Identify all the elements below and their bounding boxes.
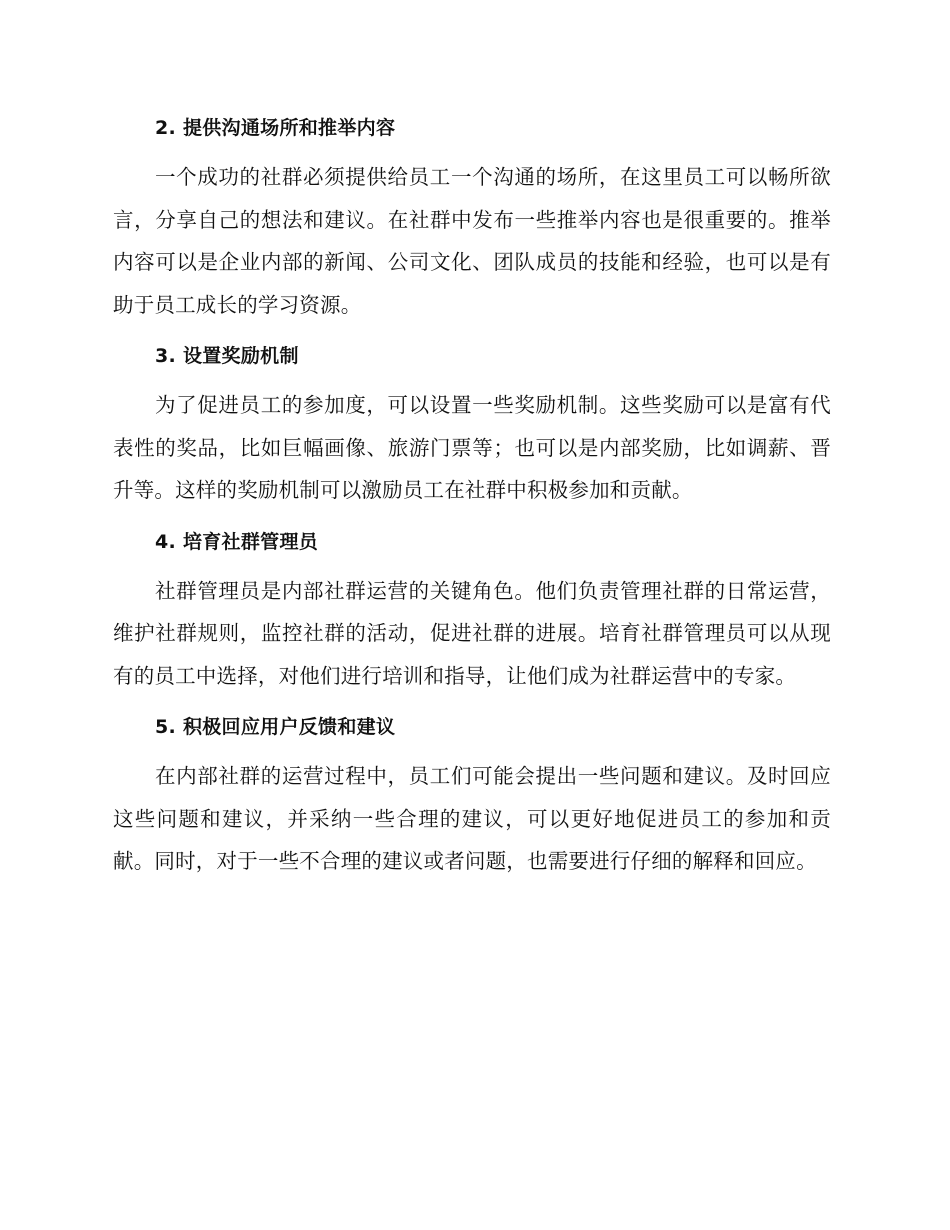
section-heading: 4. 培育社群管理员 xyxy=(155,530,319,553)
section-heading: 2. 提供沟通场所和推举内容 xyxy=(155,117,396,139)
section-feedback xyxy=(113,707,831,883)
section-paragraph: 社群管理员是内部社群运营的关键角色。他们负责管理社群的日常运营，维护社群规则，监控社群的活动，促进社群的进展。培育社群管理员可以从现有的员工中选择，对他们进行培训和指导，让他们成为社群运营中的专家。 xyxy=(113,578,831,688)
section-heading: 5. 积极回应用户反馈和建议 xyxy=(155,716,396,738)
section-communication xyxy=(113,108,831,326)
section-paragraph: 为了促进员工的参加度，可以设置一些奖励机制。这些奖励可以是富有代表性的奖品，比如巨幅画像、旅游门票等；也可以是内部奖励，比如调薪、晋升等。这样的奖励机制可以激励员工在社群中积极参加和贡献。 xyxy=(113,393,831,502)
section-heading: 3. 设置奖励机制 xyxy=(155,345,299,367)
document-page xyxy=(113,108,831,893)
section-paragraph: 一个成功的社群必须提供给员工一个沟通的场所，在这里员工可以畅所欲言，分享自己的想法和建议。在社群中发布一些推举内容也是很重要的。推举内容可以是企业内部的新闻、公司文化、团队成员的技能和经验，也可以是有助于员工成长的学习资源。 xyxy=(113,165,831,317)
section-admins xyxy=(113,522,831,698)
section-rewards xyxy=(113,336,831,512)
section-paragraph: 在内部社群的运营过程中，员工们可能会提出一些问题和建议。及时回应这些问题和建议，并采纳一些合理的建议，可以更好地促进员工的参加和贡献。同时，对于一些不合理的建议或者问题，也需要进行仔细的解释和回应。 xyxy=(113,764,831,873)
